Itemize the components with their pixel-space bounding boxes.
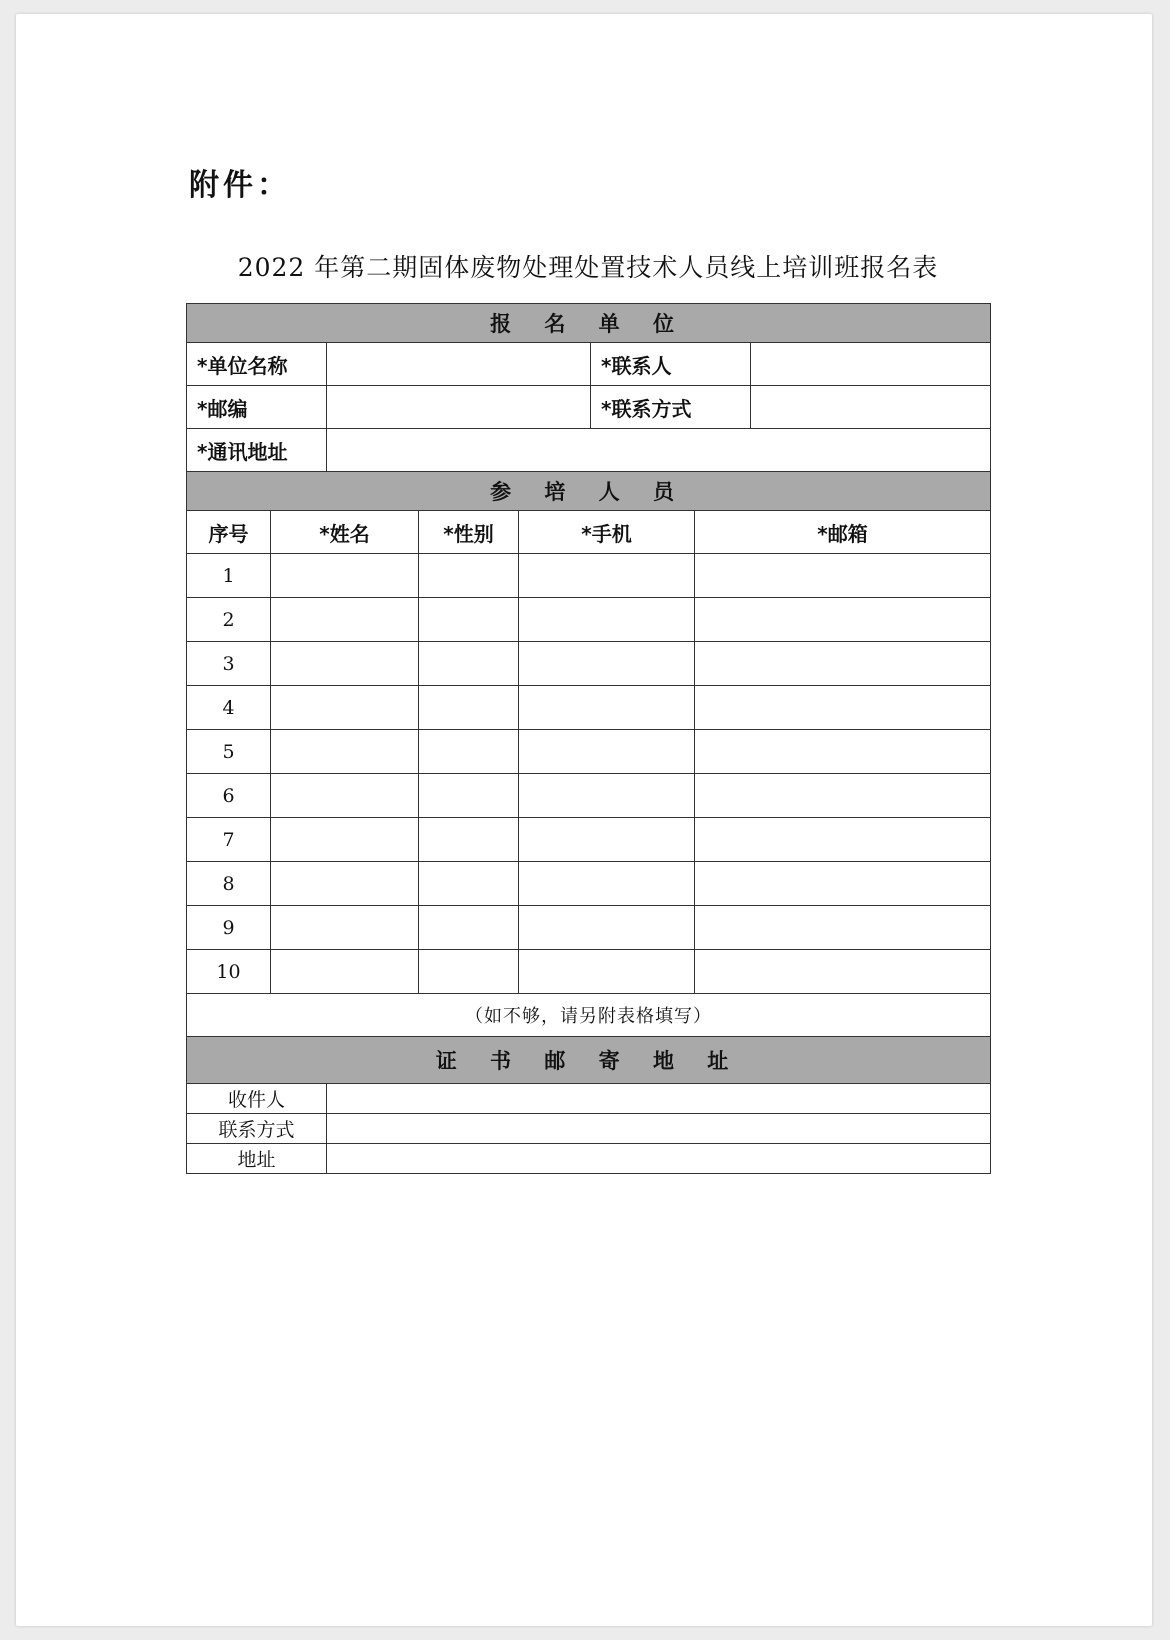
email-cell[interactable] bbox=[695, 774, 991, 818]
address-row bbox=[187, 429, 991, 472]
name-cell[interactable] bbox=[271, 818, 419, 862]
phone-cell[interactable] bbox=[519, 862, 695, 906]
name-cell[interactable] bbox=[271, 774, 419, 818]
gender-cell[interactable] bbox=[419, 862, 519, 906]
recipient-label: 收件人 bbox=[187, 1084, 327, 1114]
row-number: 5 bbox=[187, 730, 271, 774]
row-number: 9 bbox=[187, 906, 271, 950]
email-cell[interactable] bbox=[695, 862, 991, 906]
trainee-row bbox=[187, 730, 991, 774]
name-cell[interactable] bbox=[271, 950, 419, 994]
address-field[interactable] bbox=[327, 429, 991, 472]
gender-cell[interactable] bbox=[419, 774, 519, 818]
gender-cell[interactable] bbox=[419, 554, 519, 598]
gender-cell[interactable] bbox=[419, 598, 519, 642]
column-header-index: 序号 bbox=[187, 511, 271, 554]
trainee-row bbox=[187, 598, 991, 642]
registration-form-table bbox=[186, 303, 991, 1174]
email-cell[interactable] bbox=[695, 906, 991, 950]
recipient-field[interactable] bbox=[327, 1084, 991, 1114]
row-number: 7 bbox=[187, 818, 271, 862]
email-cell[interactable] bbox=[695, 642, 991, 686]
postcode-row bbox=[187, 386, 991, 429]
email-cell[interactable] bbox=[695, 818, 991, 862]
trainee-section-heading: 参 培 人 员 bbox=[187, 472, 991, 511]
address-label: *通讯地址 bbox=[187, 429, 327, 472]
mail-contact-field[interactable] bbox=[327, 1114, 991, 1144]
phone-cell[interactable] bbox=[519, 598, 695, 642]
email-cell[interactable] bbox=[695, 598, 991, 642]
contact-person-label: *联系人 bbox=[591, 343, 751, 386]
trainee-column-header-row bbox=[187, 511, 991, 554]
column-header-phone: *手机 bbox=[519, 511, 695, 554]
mail-address-field[interactable] bbox=[327, 1144, 991, 1174]
trainee-row bbox=[187, 554, 991, 598]
form-title: 2022 年第二期固体废物处理处置技术人员线上培训班报名表 bbox=[237, 253, 939, 282]
mail-section-header-row bbox=[187, 1037, 991, 1084]
row-number: 1 bbox=[187, 554, 271, 598]
trainee-row bbox=[187, 642, 991, 686]
unit-section-header-row bbox=[187, 304, 991, 343]
trainee-row bbox=[187, 686, 991, 730]
name-cell[interactable] bbox=[271, 686, 419, 730]
contact-method-field[interactable] bbox=[751, 386, 991, 429]
row-number: 6 bbox=[187, 774, 271, 818]
attachment-label: 附件： bbox=[189, 168, 291, 203]
unit-name-field[interactable] bbox=[327, 343, 591, 386]
postcode-label: *邮编 bbox=[187, 386, 327, 429]
phone-cell[interactable] bbox=[519, 818, 695, 862]
column-header-name: *姓名 bbox=[271, 511, 419, 554]
unit-name-row bbox=[187, 343, 991, 386]
mail-contact-label: 联系方式 bbox=[187, 1114, 327, 1144]
mail-address-label: 地址 bbox=[187, 1144, 327, 1174]
name-cell[interactable] bbox=[271, 642, 419, 686]
email-cell[interactable] bbox=[695, 554, 991, 598]
phone-cell[interactable] bbox=[519, 906, 695, 950]
mail-contact-row bbox=[187, 1114, 991, 1144]
gender-cell[interactable] bbox=[419, 730, 519, 774]
phone-cell[interactable] bbox=[519, 730, 695, 774]
trainee-row bbox=[187, 950, 991, 994]
email-cell[interactable] bbox=[695, 950, 991, 994]
gender-cell[interactable] bbox=[419, 686, 519, 730]
name-cell[interactable] bbox=[271, 730, 419, 774]
mail-section-heading: 证 书 邮 寄 地 址 bbox=[187, 1037, 991, 1084]
name-cell[interactable] bbox=[271, 598, 419, 642]
email-cell[interactable] bbox=[695, 686, 991, 730]
name-cell[interactable] bbox=[271, 554, 419, 598]
unit-section-heading: 报 名 单 位 bbox=[187, 304, 991, 343]
gender-cell[interactable] bbox=[419, 642, 519, 686]
row-number: 2 bbox=[187, 598, 271, 642]
gender-cell[interactable] bbox=[419, 818, 519, 862]
trainee-note: （如不够，请另附表格填写） bbox=[187, 994, 991, 1037]
unit-name-label: *单位名称 bbox=[187, 343, 327, 386]
phone-cell[interactable] bbox=[519, 950, 695, 994]
column-header-gender: *性别 bbox=[419, 511, 519, 554]
name-cell[interactable] bbox=[271, 862, 419, 906]
postcode-field[interactable] bbox=[327, 386, 591, 429]
phone-cell[interactable] bbox=[519, 774, 695, 818]
trainee-row bbox=[187, 818, 991, 862]
row-number: 4 bbox=[187, 686, 271, 730]
row-number: 10 bbox=[187, 950, 271, 994]
recipient-row bbox=[187, 1084, 991, 1114]
column-header-email: *邮箱 bbox=[695, 511, 991, 554]
gender-cell[interactable] bbox=[419, 950, 519, 994]
contact-person-field[interactable] bbox=[751, 343, 991, 386]
trainee-note-row bbox=[187, 994, 991, 1037]
phone-cell[interactable] bbox=[519, 686, 695, 730]
trainee-row bbox=[187, 906, 991, 950]
row-number: 3 bbox=[187, 642, 271, 686]
mail-address-row bbox=[187, 1144, 991, 1174]
contact-method-label: *联系方式 bbox=[591, 386, 751, 429]
row-number: 8 bbox=[187, 862, 271, 906]
trainee-section-header-row bbox=[187, 472, 991, 511]
gender-cell[interactable] bbox=[419, 906, 519, 950]
phone-cell[interactable] bbox=[519, 554, 695, 598]
phone-cell[interactable] bbox=[519, 642, 695, 686]
trainee-row bbox=[187, 862, 991, 906]
email-cell[interactable] bbox=[695, 730, 991, 774]
name-cell[interactable] bbox=[271, 906, 419, 950]
trainee-row bbox=[187, 774, 991, 818]
